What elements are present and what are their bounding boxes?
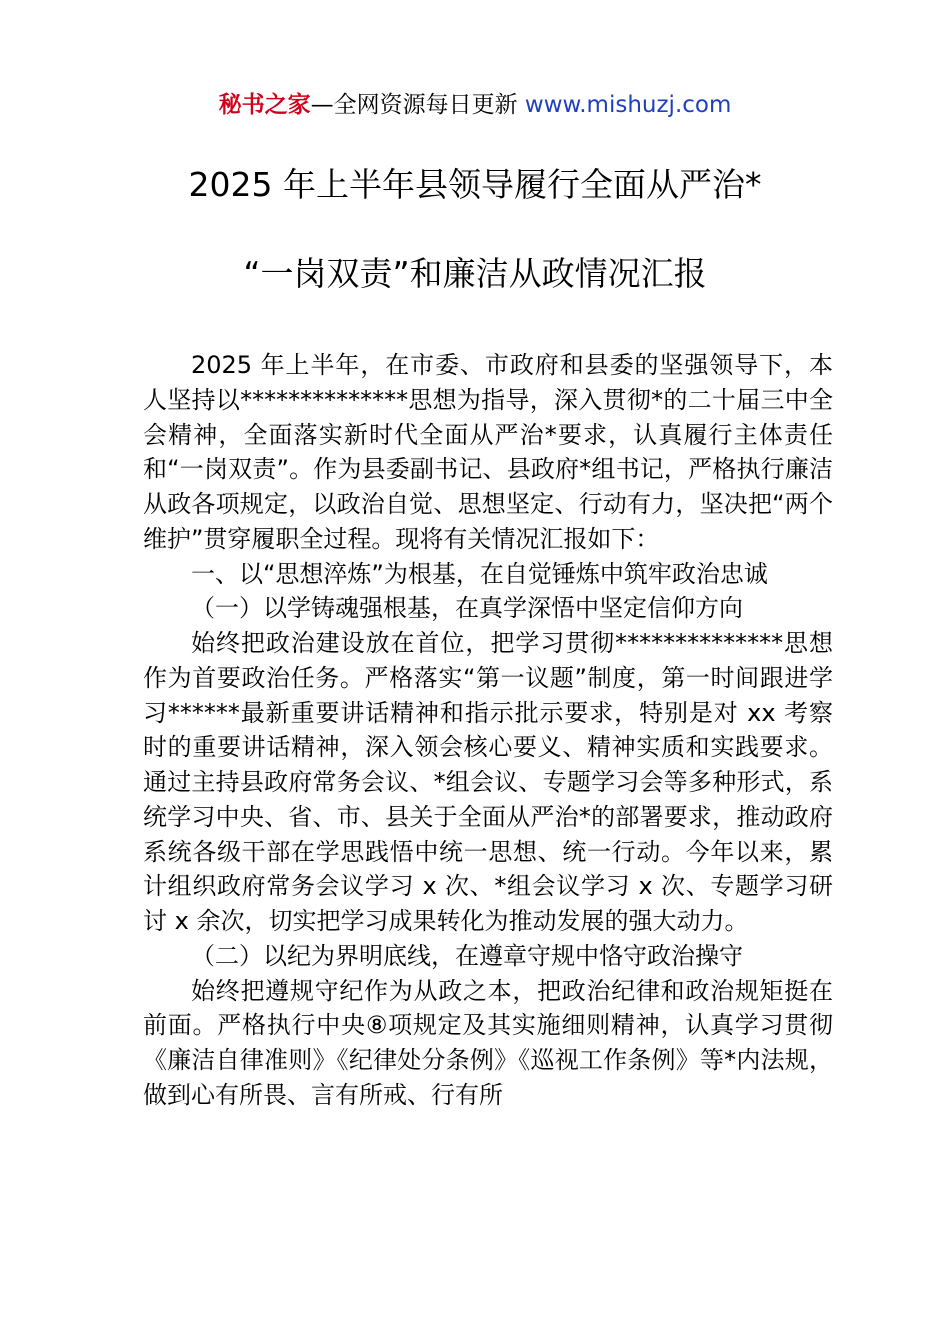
intro-paragraph: 2025 年上半年，在市委、市政府和县委的坚强领导下，本人坚持以**************思想为指导，深入贯彻*的二十届三中全会精神，全面落实新时代全面从严治*要求，认真履行主体责任和“一岗双责”。作为县委副书记、县政府*组书记，严格执行廉洁从政各项规定，以政治自觉、思想坚定、行动有力，坚决把“两个维护”贯穿履职全过程。现将有关情况汇报如下： bbox=[143, 351, 833, 553]
site-banner bbox=[0, 88, 950, 122]
subsection-paragraph-2: 始终把遵规守纪作为从政之本，把政治纪律和政治规矩挺在前面。严格执行中央⑧项规定及其实施细则精神，认真学习贯彻《廉洁自律准则》《纪律处分条例》《巡视工作条例》等*内法规，做到心有所畏、言有所戒、行有所 bbox=[143, 976, 833, 1109]
site-tagline: —全网资源每日更新 bbox=[310, 92, 525, 118]
site-url-link[interactable]: www.mishuzj.com bbox=[524, 92, 732, 118]
subsection-heading-2: （二）以纪为界明底线，在遵章守规中恪守政治操守 bbox=[191, 941, 743, 970]
subsection-heading-1: （一）以学铸魂强根基，在真学深悟中坚定信仰方向 bbox=[191, 594, 743, 623]
document-title-line-1: 2025 年上半年县领导履行全面从严治* bbox=[188, 165, 762, 204]
site-brand: 秘书之家 bbox=[218, 92, 311, 118]
section-heading-1: 一、以“思想淬炼”为根基，在自觉锤炼中筑牢政治忠诚 bbox=[191, 559, 768, 588]
document-title-line-2: “一岗双责”和廉洁从政情况汇报 bbox=[243, 254, 707, 293]
document-body bbox=[143, 348, 833, 1113]
subsection-paragraph-1: 始终把政治建设放在首位，把学习贯彻**************思想作为首要政治任务。严格落实“第一议题”制度，第一时间跟进学习******最新重要讲话精神和指示批示要求，特别是对 xx 考察时的重要讲话精神，深入领会核心要义、精神实质和实践要求。通过主持县政府常务会议、*组会议、专题学习会等多种形式，系统学习中央、省、市、县关于全面从严治*的部署要求，推动政府系统各级干部在学思践悟中统一思想、统一行动。今年以来，累计组织政府常务会议学习 x 次、*组会议学习 x 次、专题学习研讨 x 余次，切实把学习成果转化为推动发展的强大动力。 bbox=[143, 629, 833, 935]
